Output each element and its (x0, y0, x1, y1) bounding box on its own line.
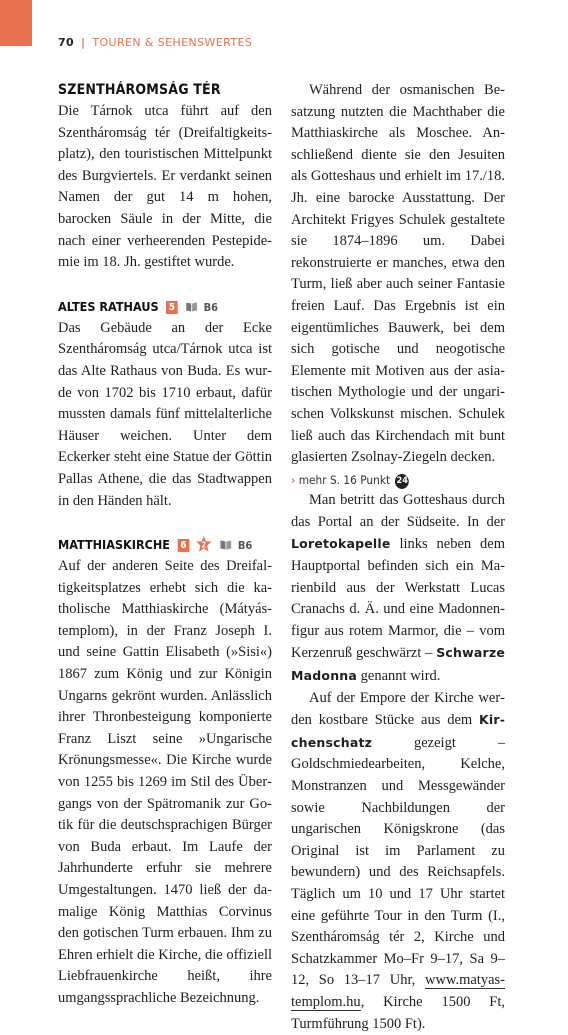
star-icon (196, 535, 212, 553)
book-icon (186, 297, 198, 318)
text-matthiaskirche-1: Auf der anderen Seite des Dreifaltigkeitsplatzes erhebt sich die katholische Matthiaskirche (Mátyástemplom), in der Franz Joseph I. und seine Gattin Elisabeth (»Sisi«) 1867 zum König und zur Königin Ungarns gekrönt wurden. Anlässlich ihrer Thronbesteigung komponierte Franz Liszt seine »Ungarische Krönungsmesse«. Die Kirche wurde von 1255 bis 1269 im Stil des Übergangs von der Spätromanik zur Gotik für die deutschsprachigen Bürger von Buda erbaut. Im Laufe der Jahrhunderte erfuhr sie mehrere Umgestaltungen. 1470 ließ der damalige König Matthias Corvinus den gotischen Turm erbauen. Ihm zu Ehren erhielt die Kirche, die offiziell Liebfrauenkirche heißt, ihre umgangssprachliche Bezeichnung. (58, 558, 272, 1006)
text-matthiaskirche-2: Während der osmanischen Besatzung nutzten die Machthaber die Matthiaskirche als Moschee. Anschließend diente sie den Jesuiten als Gotteshaus und erhielt im 17./18. Jh. eine barocke Ausstattung. Der Architekt Frigyes Schulek gestaltete sie 1874–1896 um. Dabei rekonstruierte er manches, etwa den Turm, ließ aber auch seiner Fantasie freien Lauf. Das Ergebnis ist ein eigentümliches Bauwerk, bei dem sich gotische und neogotische Elemente mit Motiven aus der asiatischen Mythologie und der ungarischen Volkskunst mischen. Schulek ließ auch das Kirchendach mit bunt glasierten Zsolnay-Ziegeln decken. (291, 82, 505, 466)
right-column (291, 80, 505, 1035)
page-number: 70 (58, 36, 75, 49)
matthiaskirche-grid-ref: B6 (237, 539, 253, 553)
text-matthiaskirche-4: Auf der Empore der Kirche werden kostbare Stücke aus dem Kirchenschatz gezeigt – Goldschmiedearbeiten, Kelche, Monstranzen und Messgewänder sowie Nachbildungen der ungarischen Königskrone (das Original ist im Parlament zu bewundern) und des Reichsapfels. Täglich um 10 und 17 Uhr startet eine geführte Tour in den Turm (I., Szentháromság tér 2, Kirche und Schatzkammer Mo–Fr 9–17, Sa 9–12, So 13–17 Uhr, www.​matyas-templom.hu, Kirche 1500 Ft, Turmführung 1500 Ft). (291, 689, 505, 1032)
ref-number: 24 (395, 474, 409, 489)
ref-arrow-icon: › (291, 472, 296, 487)
cross-reference (291, 469, 505, 491)
website-link[interactable]: www.​matyas-templom.hu (291, 972, 505, 1010)
text-matthiaskirche-3: Man betritt das Gotteshaus durch das Portal an der Südseite. In der Loretokapelle links neben dem Hauptportal befinden sich ein Marienbild aus der Werkstatt Lucas Cranachs d. Ä. und eine Madonnenfigur aus rotem Marmor, die – vom Kerzenruß geschwärzt – Schwarze Madonna genannt wird. (291, 492, 505, 685)
highlight-loretokapelle: Loretokapelle (291, 536, 391, 552)
text-altes-rathaus: Das Gebäude an der Ecke Szentháromság utca/Tárnok utca ist das Alte Rathaus von Buda. Es wurde von 1702 bis 1710 erbaut, dafür mussten damals fünf mittelalterliche Häuser weichen. Unter dem Eckerker steht eine Statue der Göttin Pallas Athene, die das Stadtwappen in den Händen hält. (58, 319, 272, 509)
header-separator: | (81, 36, 86, 49)
highlight-kirchenschatz: Kirchenschatz (291, 712, 505, 750)
running-head (58, 36, 252, 49)
ref-text: mehr S. 16 Punkt (298, 472, 391, 487)
page-corner-tab (0, 0, 32, 46)
heading-matthiaskirche (58, 534, 251, 556)
highlight-schwarze-madonna: Schwarze Madonna (291, 645, 505, 684)
matthiaskirche-title: MATTHIASKIRCHE (58, 537, 170, 553)
book-icon (220, 535, 232, 556)
section-title: TOUREN & SEHENSWERTES (92, 36, 253, 49)
heading-altes-rathaus (58, 296, 251, 318)
altes-rathaus-title: ALTES RATHAUS (58, 298, 159, 314)
heading-szentharomsag: SZENTHÁROMSÁG TÉR (58, 82, 221, 98)
star-number: 2 (201, 540, 207, 550)
matthiaskirche-badge: 6 (178, 539, 190, 552)
altes-rathaus-badge: 5 (166, 301, 178, 314)
text-szentharomsag: Die Tárnok utca führt auf den Szentháromság tér (Dreifaltigkeitsplatz), den touristischen Mittelpunkt des Burgviertels. Er verdankt seinen Namen der gut 14 m hohen, barocken Säule in der Mitte, die nach einer verheerenden Pestepidemie im 18. Jh. gestiftet wurde. (58, 103, 272, 271)
left-column (58, 80, 272, 1010)
altes-rathaus-grid-ref: B6 (203, 300, 219, 314)
